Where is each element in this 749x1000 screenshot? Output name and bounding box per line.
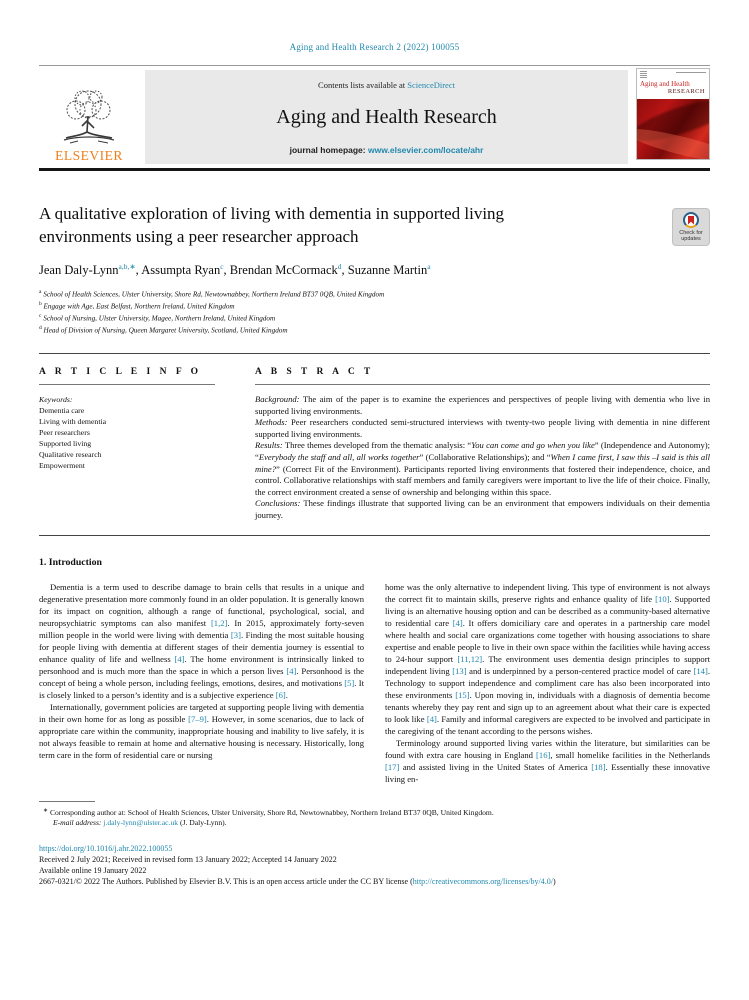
footnote-line1: ∗ Corresponding author at: School of Health Sciences, Ulster University, Shore Rd, Newtownabbey, Northern Ireland BT37 0QB, United Kingdom. bbox=[43, 807, 494, 817]
abstract-methods: Methods: Peer researchers conducted semi-structured interviews with twenty-two people living with dementia in nine different supported living environments. bbox=[255, 417, 710, 439]
abstract-conclusions: Conclusions: These findings illustrate that supported living can be an environment that empowers individuals on their dementia journey. bbox=[255, 498, 710, 521]
paragraph: Internationally, government policies are targeted at supporting people living with dementia in their own home for as long as possible [7–9]. However, in some scenarios, due to lack of appropriate care within the community, inappropriate housing and inability to live safely, it is not always feasible to remain at home and alternative housing is necessary. Historically, long term care in the form of residential care or nursing bbox=[39, 701, 364, 760]
elsevier-logo[interactable] bbox=[39, 68, 145, 166]
abstract-results: Results: Three themes developed from the thematic analysis: “You can come and go when you like” (Independence and Autonomy); “Everybody the staff and all, all works together” (Collaborative Relationships); and “When I came first, I saw this –I said is this all mine?” (Correct Fit of the Environment). Participants reported living environments that fostered their independence, choice, and control. Collaborative relationships with staff members and family caregivers were important to live the life of their choice. Finally, the correct environment created a sense of ownership and belonging within this space. bbox=[255, 440, 710, 497]
article-info-column bbox=[39, 367, 215, 522]
column-gap bbox=[215, 367, 255, 522]
author-list bbox=[39, 262, 710, 278]
author-affil-sup: a bbox=[427, 262, 431, 271]
running-head-citation: Aging and Health Research 2 (2022) 100055 bbox=[289, 42, 460, 52]
sciencedirect-link[interactable]: ScienceDirect bbox=[407, 80, 455, 90]
article-info-abstract-section bbox=[39, 353, 710, 522]
check-updates-label bbox=[679, 230, 703, 242]
check-for-updates-badge[interactable] bbox=[672, 208, 710, 246]
cover-barcode-decoration bbox=[640, 71, 647, 79]
bookmark-icon bbox=[688, 216, 694, 225]
article-footer bbox=[39, 843, 710, 887]
author-affil-sup: a,b,∗ bbox=[118, 262, 136, 271]
section-heading-introduction: 1. Introduction bbox=[39, 556, 102, 568]
author-affil-sup: c bbox=[220, 262, 224, 271]
corresponding-author-footnote bbox=[39, 806, 710, 829]
check-updates-line1: Check for bbox=[679, 230, 703, 236]
masthead-top-rule bbox=[39, 65, 710, 66]
doi-link[interactable]: https://doi.org/10.1016/j.ahr.2022.100055 bbox=[39, 843, 173, 853]
elsevier-wordmark: ELSEVIER bbox=[55, 148, 123, 163]
keywords-label: Keywords: bbox=[39, 395, 73, 405]
journal-homepage-link[interactable]: www.elsevier.com/locate/ahr bbox=[367, 145, 484, 155]
article-info-heading: A R T I C L E I N F O bbox=[39, 367, 202, 378]
keyword: Peer researchers bbox=[39, 428, 90, 438]
right-column bbox=[385, 581, 710, 785]
cc-license-link[interactable]: http://creativecommons.org/licenses/by/4.0/ bbox=[412, 876, 554, 886]
journal-cover-thumbnail[interactable] bbox=[636, 68, 710, 160]
available-online: Available online 19 January 2022 bbox=[39, 865, 147, 875]
elsevier-tree-icon bbox=[58, 86, 120, 150]
abstract-bottom-rule bbox=[39, 535, 710, 536]
author: Suzanne Martin$^a$ bbox=[347, 262, 431, 278]
contents-prefix: Contents lists available at bbox=[318, 80, 408, 90]
keyword: Qualitative research bbox=[39, 450, 102, 460]
affiliation: $^d$ Head of Division of Nursing, Queen Margaret University, Scotland, United Kingdom bbox=[39, 325, 288, 335]
copyright-line: 2667-0321/© 2022 The Authors. Published by Elsevier B.V. This is an open access article under the CC BY license (http://creativecommons.org/licenses/by/4.0/) bbox=[39, 876, 556, 886]
abstract-background: Background: The aim of the paper is to examine the experiences and perspectives of people living with dementia who live in supported living environments. bbox=[255, 394, 710, 416]
footnote-email-line: E-mail address: j.daly-lynn@ulster.ac.uk (J. Daly-Lynn). bbox=[53, 818, 227, 828]
paper-title: A qualitative exploration of living with dementia in supported living environments using a peer researcher approach bbox=[39, 204, 505, 246]
article-info-rule bbox=[39, 384, 215, 385]
cover-title-line2: RESEARCH bbox=[667, 88, 705, 95]
cover-top bbox=[637, 69, 709, 99]
author-affil-sup: d bbox=[337, 262, 342, 271]
footnote-rule bbox=[39, 801, 95, 802]
crossmark-icon bbox=[683, 212, 699, 228]
received-dates: Received 2 July 2021; Received in revised form 13 January 2022; Accepted 14 January 2022 bbox=[39, 854, 337, 864]
keyword: Supported living bbox=[39, 439, 92, 449]
left-column bbox=[39, 581, 364, 785]
author: Brendan McCormack$^d$, bbox=[229, 262, 348, 278]
keyword: Living with dementia bbox=[39, 417, 107, 427]
author: Assumpta Ryan$^c$, bbox=[141, 262, 230, 278]
contents-list-line bbox=[155, 80, 618, 90]
cover-artwork bbox=[637, 99, 709, 159]
paragraph: home was the only alternative to independent living. This type of environment is not always the correct fit to maintain skills, preserve rights and enhance quality of life [10]. Supported living is an alternative housing option and can be described as a community-based alternative to residential care [4]. It offers domiciliary care and operates in a partnership care model where health and social care organizations come together with housing associations to share expertise and enable people to live in their own space within the facilities while having access to 24-hour support [11,12]. The environment uses dementia design principles to support independent living [13] and is underpinned by a person-centered practice model of care [14]. Technology to support independence and compliment care has also been incorporated into these environments [15]. Upon moving in, individuals with a diagnosis of dementia become tenants whereby they pay rent and sign up to an agreement about what their care is expected to look like [4]. Family and informal caregivers are expected to be involved and participate in the caregiving of the tenant according to the persons wishes. bbox=[385, 581, 711, 736]
check-updates-line2: updates bbox=[681, 236, 701, 242]
journal-title: Aging and Health Research bbox=[276, 106, 497, 128]
cover-topline-decoration bbox=[676, 72, 706, 73]
keyword: Dementia care bbox=[39, 406, 85, 416]
cover-title-line1: Aging and Health bbox=[640, 80, 690, 88]
keyword: Empowerment bbox=[39, 461, 85, 471]
masthead-bottom-rule bbox=[39, 168, 710, 171]
title-block bbox=[39, 202, 710, 248]
journal-homepage-line bbox=[155, 145, 618, 155]
paragraph: Terminology around supported living varies within the literature, but similarities can be found with extra care housing in England [16], small homelike facilities in the Netherlands [17] and assisted living in the United States of America [18]. Essentially these innovative living en- bbox=[385, 737, 711, 784]
affiliation: $^b$ Engage with Age, East Belfast, Northern Ireland, United Kingdom bbox=[39, 301, 235, 311]
journal-masthead bbox=[39, 68, 710, 166]
author: Jean Daly-Lynn$^{a,b,∗}$, bbox=[39, 262, 142, 278]
body-columns bbox=[39, 581, 710, 785]
masthead-center-panel bbox=[145, 70, 628, 164]
affiliation-list bbox=[39, 288, 710, 336]
abstract-column bbox=[255, 367, 710, 522]
paragraph: Dementia is a term used to describe damage to brain cells that results in a unique and degenerative presentation more commonly found in an older population. It is generally known for its impact on cognition, although a range of functional, psychological, social, and neuropsychiatric symptoms can also manifest [1,2]. In 2015, approximately forty-seven million people in the world were living with dementia [3]. Finding the most suitable housing for people living with dementia at different stages of their dementia journey is essential to enhance quality of life and wellness [4]. The home environment is intrinsically linked to personhood and is much more than the space in which a person lives [4]. Personhood is the concept of being a whole person, including feelings, emotions, desires, and motivations [5]. It is closely linked to a person’s identity and is a subjective experience [6]. bbox=[39, 581, 365, 700]
affiliation: $^c$ School of Nursing, Ulster University, Magee, Northern Ireland, United Kingdom bbox=[39, 313, 276, 323]
abstract-heading: A B S T R A C T bbox=[255, 367, 374, 378]
email-link[interactable]: j.daly-lynn@ulster.ac.uk bbox=[103, 818, 179, 828]
affiliation: $^a$ School of Health Sciences, Ulster University, Shore Rd, Newtownabbey, Northern Ireland BT37 0QB, United Kingdom bbox=[39, 289, 385, 299]
column-gap bbox=[364, 581, 385, 785]
abstract-rule bbox=[255, 384, 710, 385]
homepage-prefix: journal homepage: bbox=[289, 145, 368, 155]
